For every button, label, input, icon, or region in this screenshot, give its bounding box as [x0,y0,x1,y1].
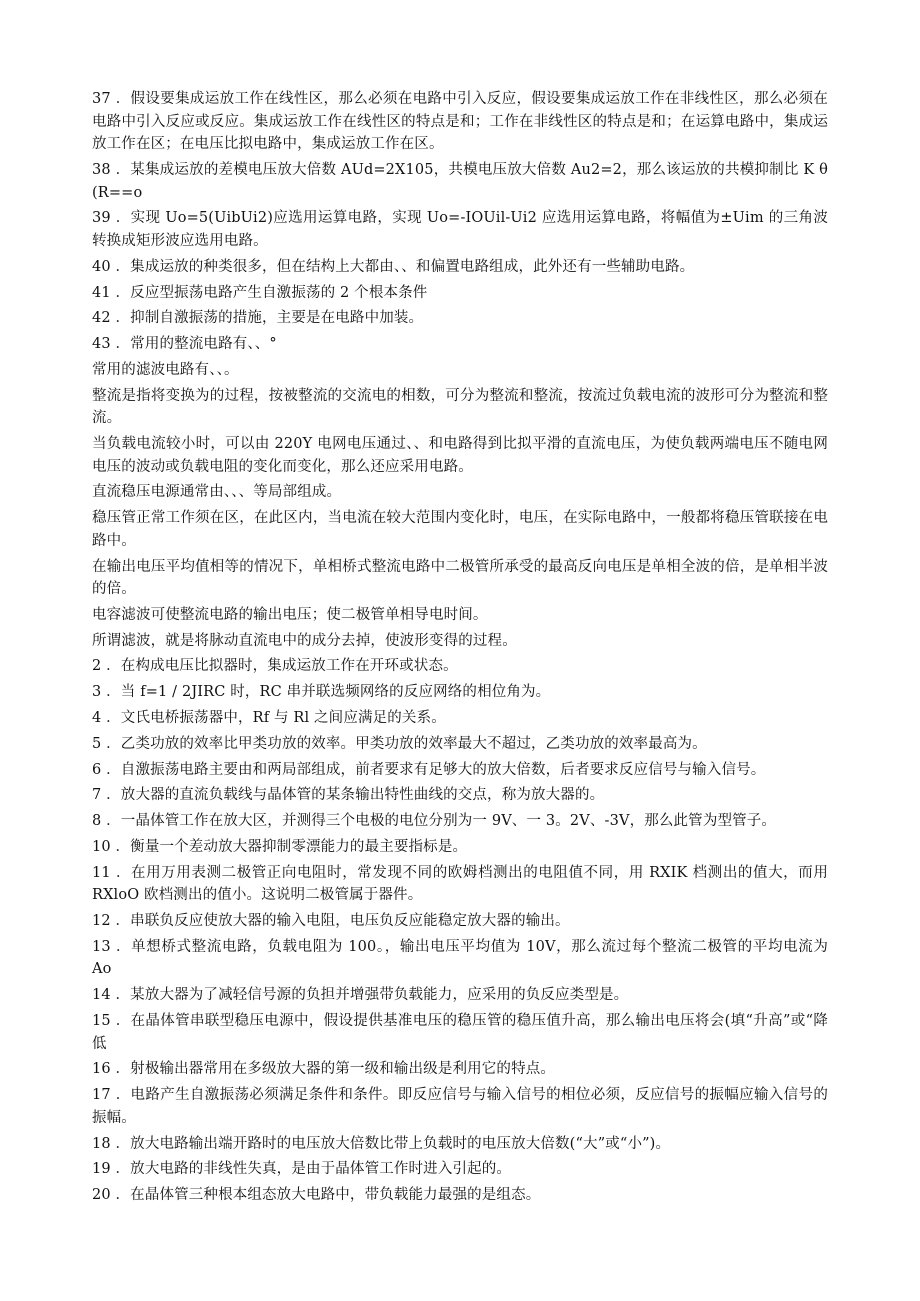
question-item [92,733,828,756]
question-item [92,1158,828,1181]
question-number: 3 [92,684,102,701]
question-item [92,307,828,330]
question-text: ．串联负反应使放大器的输入电阻，电压负反应能稳定放大器的输出。 [115,913,570,930]
question-item [92,604,828,627]
question-item [92,784,828,807]
question-text: ．放大电路的非线性失真，是由于晶体管工作时进入引起的。 [115,1161,512,1178]
question-item [92,159,828,204]
question-number: 10 [92,838,111,855]
question-text: ．在构成电压比拟器时，集成运放工作在开环或状态。 [106,658,458,675]
question-number: 13 [92,938,111,955]
question-item [92,433,828,478]
question-number: 17 [92,1087,111,1104]
question-number: 37 [92,91,111,107]
question-item [92,759,828,782]
question-text: 常用的滤波电路有、、。 [92,361,239,378]
question-item [92,630,828,653]
question-item [92,1133,828,1156]
question-item [92,359,828,382]
question-item [92,1184,828,1207]
question-text: ．实现 Uo=5(UibUi2)应选用运算电路，实现 Uo=-IOUil-Ui2 应选用运算电路，将幅值为±Uim 的三角波转换成矩形波应选用电路。 [92,210,828,249]
question-text: 电容滤波可使整流电路的输出电压；使二极管单相导电时间。 [92,606,488,623]
question-item [92,681,828,704]
question-number: 20 [92,1187,111,1204]
question-number: 18 [92,1135,111,1152]
question-number: 4 [92,710,102,727]
question-text: ．自激振荡电路主要由和两局部组成，前者要求有足够大的放大倍数，后者要求反应信号与输入信号。 [106,761,766,778]
question-item [92,481,828,504]
question-text: ．某集成运放的差模电压放大倍数 AUd=2X105，共模电压放大倍数 Au2=2，那么该运放的共模抑制比 K θ (R==o [92,161,829,201]
question-number: 43 [92,336,111,353]
question-item [92,1084,828,1129]
question-text: ．放大电路输出端开路时的电压放大倍数比带上负载时的电压放大倍数(“大”或“小”)。 [115,1135,671,1152]
question-item [92,1010,828,1055]
question-number: 16 [92,1061,111,1078]
question-item [92,507,828,552]
question-item [92,556,828,601]
question-text: ．某放大器为了减轻信号源的负担并增强带负载能力，应采用的负反应类型是。 [115,987,629,1004]
question-text: ．当 f=1 / 2JIRC 时，RC 串并联选频网络的反应网络的相位角为。 [106,684,551,701]
question-item [92,836,828,859]
question-item [92,707,828,730]
question-item [92,936,828,981]
question-item [92,862,828,907]
question-item [92,984,828,1007]
question-item [92,910,828,933]
question-text: ．在晶体管串联型稳压电源中，假设提供基准电压的稳压管的稳压值升高，那么输出电压将会(填“升高”或“降低 [92,1013,828,1052]
question-number: 7 [92,787,102,804]
question-text: ．集成运放的种类很多，但在结构上大都由、、和偏置电路组成，此外还有一些辅助电路。 [115,258,695,275]
question-text: 在输出电压平均值相等的情况下，单相桥式整流电路中二极管所承受的最高反向电压是单相全波的倍，是单相半波的倍。 [92,558,828,598]
question-text: 稳压管正常工作须在区，在此区内，当电流在较大范围内变化时，电压，在实际电路中，一般都将稳压管联接在电路中。 [92,510,828,549]
question-number: 8 [92,813,102,830]
question-item [92,256,828,279]
question-item [92,810,828,833]
question-number: 38 [92,161,111,178]
question-number: 19 [92,1161,111,1178]
question-text: ．抑制自激振荡的措施，主要是在电路中加装。 [115,310,424,327]
question-text: ．单想桥式整流电路，负载电阻为 100。，输出电压平均值为 10V，那么流过每个整流二极管的平均电流为 Ao [92,938,828,978]
question-text: 直流稳压电源通常由、、、等局部组成。 [92,484,342,501]
question-text: ．在用万用表测二极管正向电阻时，常发现不同的欧姆档测出的电阻值不同，用 RXIK 档测出的值大，而用 RXloO 欧档测出的值小。这说明二极管属于器件。 [92,864,829,904]
question-item [92,655,828,678]
question-text: ．电路产生自激振荡必须满足条件和条件。即反应信号与输入信号的相位必须，反应信号的振幅应输入信号的振幅。 [92,1087,828,1126]
question-item [92,1058,828,1081]
question-number: 15 [92,1013,111,1030]
question-text: ．放大器的直流负载线与晶体管的某条输出特性曲线的交点，称为放大器的。 [106,787,605,804]
question-number: 39 [92,210,111,227]
question-text: 整流是指将变换为的过程，按被整流的交流电的相数，可分为整流和整流，按流过负载电流的波形可分为整流和整流。 [92,387,828,427]
question-text: ．常用的整流电路有、、° [115,336,277,353]
question-text: ．乙类功放的效率比甲类功放的效率。甲类功放的效率最大不超过，乙类功放的效率最高为。 [106,735,707,752]
question-number: 42 [92,310,111,327]
document-page [92,88,828,1210]
question-text: 当负载电流较小时，可以由 220Y 电网电压通过、、和电路得到比拟平滑的直流电压，为使负载两端电压不随电网电压的波动或负载电阻的变化而变化，那么还应采用电路。 [92,436,828,475]
question-text: ．文氏电桥振荡器中，Rf 与 Rl 之间应满足的关系。 [106,710,446,727]
question-item [92,88,828,156]
question-number: 41 [92,284,111,301]
question-text: ．在晶体管三种根本组态放大电路中，带负载能力最强的是组态。 [115,1187,541,1204]
question-number: 6 [92,761,102,778]
question-item [92,207,828,252]
question-number: 5 [92,735,102,752]
question-number: 14 [92,987,111,1004]
question-text: ．假设要集成运放工作在线性区，那么必须在电路中引入反应，假设要集成运放工作在非线性区，那么必须在电路中引入反应或反应。集成运放工作在线性区的特点是和；工作在非线性区的特点是和；在运算电路中，集成运放工作在区；在电压比拟电路中，集成运放工作在区。 [92,91,828,153]
question-item [92,385,828,430]
question-text: ．反应型振荡电路产生自激振荡的 2 个根本条件 [115,284,428,301]
question-text: ．衡量一个差动放大器抑制零漂能力的最主要指标是。 [115,838,468,855]
question-text: ．射极输出器常用在多级放大器的第一级和输出级是利用它的特点。 [115,1061,556,1078]
question-text: ．一晶体管工作在放大区，并测得三个电极的电位分别为一 9V、一 3。2V、-3V，那么此管为型管子。 [106,813,777,830]
question-text: 所谓滤波，就是将脉动直流电中的成分去掉，使波形变得的过程。 [92,632,517,649]
question-number: 40 [92,258,111,275]
question-item [92,333,828,356]
question-number: 11 [92,864,111,881]
question-number: 12 [92,913,111,930]
question-number: 2 [92,658,102,675]
question-item [92,282,828,305]
